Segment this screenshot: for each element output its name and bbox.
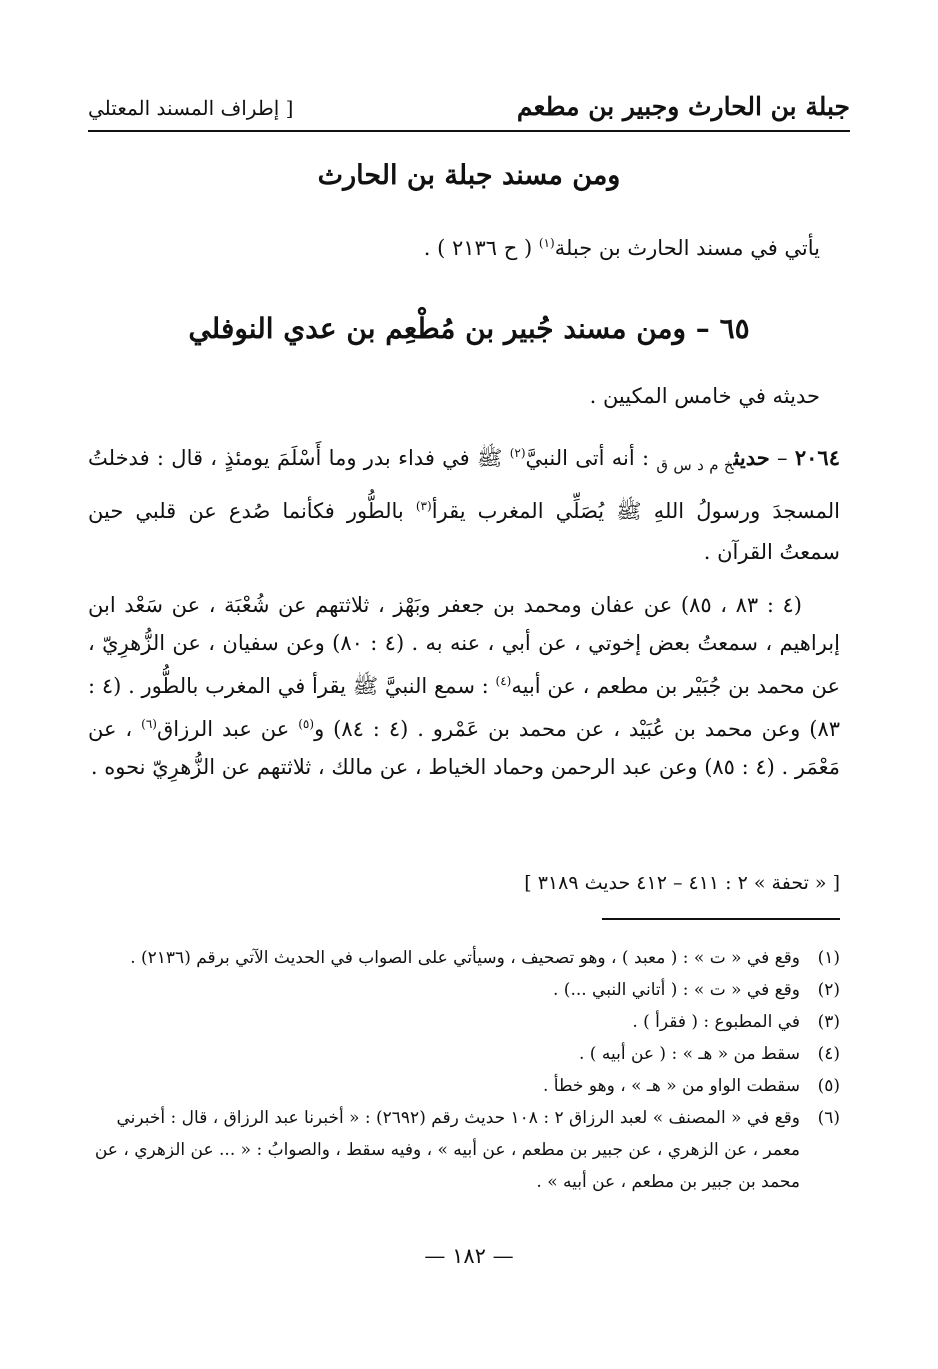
jabala-text: يأتي في مسند الحارث بن جبلة bbox=[554, 236, 820, 260]
running-header bbox=[88, 88, 850, 128]
footnote-number: (١) bbox=[817, 948, 840, 968]
footnote-number: (٤) bbox=[817, 1044, 840, 1064]
footnote-text: وقع في « المصنف » لعبد الرزاق ٢ : ١٠٨ حديث رقم (٢٦٩٢) : « أخبرنا عبد الرزاق ، قال : أخبرني معمر ، عن الزهري ، عن جبير بن مطعم ، عن أبيه » ، وفيه سقط ، والصوابُ : « ... عن الزهري ، عن محمد بن جبير بن مطعم ، عن أبيه » . bbox=[94, 1108, 800, 1192]
footnote-ref-6: (٦) bbox=[141, 717, 157, 731]
salla-glyph: ﷺ bbox=[352, 674, 379, 698]
salla-glyph: ﷺ bbox=[616, 499, 642, 524]
hadith-text: : أنه أتى النبيَّ bbox=[525, 446, 657, 470]
footnote-ref-4: (٤) bbox=[495, 674, 512, 688]
footnote-item bbox=[88, 1070, 840, 1102]
isnad-paragraph bbox=[88, 586, 840, 786]
isnad-text: : سمع النبيَّ bbox=[378, 674, 496, 698]
hadith-text: بالطُّور فكأنما صُدع عن قلبي حين سمعتُ القرآن . bbox=[88, 499, 840, 565]
header-rule bbox=[88, 130, 850, 132]
isnad-text: يقرأ في المغرب بالطُّور . (٤ : ٨٣) وعن محمد بن عُبَيْد ، عن محمد بن عَمْرو . (٤ : ٨٤) و bbox=[88, 674, 840, 741]
footnote-number: (٣) bbox=[817, 1012, 840, 1032]
hadith-text: في فداء بدر وما أَسْلَمَ يومئذٍ ، قال : فدخلتُ المسجدَ ورسولُ اللهِ bbox=[88, 446, 840, 524]
hadith-paragraph bbox=[88, 433, 840, 573]
section-title-jabala: ومن مسند جبلة بن الحارث bbox=[317, 160, 621, 191]
footnote-item bbox=[88, 1006, 840, 1038]
footnote-rule bbox=[602, 918, 840, 920]
hadith-keyword: حديث bbox=[733, 445, 770, 470]
header-book-title: [ إطراف المسند المعتلي bbox=[88, 96, 294, 120]
hadith-sigla: خ م د س ق bbox=[656, 456, 734, 475]
footnote-item bbox=[88, 1102, 840, 1198]
tuhfa-reference: [ « تحفة » ٢ : ٤١١ – ٤١٢ حديث ٣١٨٩ ] bbox=[524, 872, 840, 894]
isnad-text: (٤ : ٨٣ ، ٨٥) عن عفان ومحمد بن جعفر وبَهْز ، ثلاثتهم عن شُعْبَة ، عن سَعْد ابن إبراهيم ، سمعتُ بعض إخوتي ، عن أبي ، عنه به . (٤ : ٨٠) وعن سفيان ، عن الزُّهرِيّ ، عن محمد بن جُبَيْر بن مطعم ، عن أبيه bbox=[88, 593, 840, 698]
footnote-number: (٥) bbox=[817, 1076, 840, 1096]
footnote-number: (٢) bbox=[817, 980, 840, 1000]
hadith-dash: – bbox=[769, 446, 795, 470]
hadith-number: ٢٠٦٤ bbox=[794, 445, 840, 470]
footnote-text: سقط من « هـ » : ( عن أبيه ) . bbox=[579, 1044, 800, 1064]
footnote-item bbox=[88, 974, 840, 1006]
footnote-text: في المطبوع : ( فقرأ ) . bbox=[632, 1012, 800, 1032]
isnad-text: عن عبد الرزاق bbox=[156, 717, 299, 741]
page-number: — ١٨٢ — bbox=[424, 1244, 514, 1268]
section-title-jubair: ٦٥ – ومن مسند جُبير بن مُطْعِم بن عدي النوفلي bbox=[188, 312, 750, 345]
salla-glyph: ﷺ bbox=[469, 446, 510, 470]
footnote-ref-5: (٥) bbox=[298, 717, 315, 731]
footnote-text: وقع في « ت » : ( أتاني النبي ...) . bbox=[553, 980, 800, 1000]
hadith-text: يُصَلِّي المغرب يقرأ bbox=[431, 499, 617, 524]
footnote-number: (٦) bbox=[817, 1108, 840, 1128]
header-title: جبلة بن الحارث وجبير بن مطعم bbox=[516, 92, 850, 121]
footnote-item bbox=[88, 1038, 840, 1070]
footnote-ref-1: (١) bbox=[538, 236, 555, 250]
isnad-text: ، عن مَعْمَر . (٤ : ٨٥) وعن عبد الرحمن وحماد الخياط ، عن مالك ، ثلاثتهم عن الزُّهرِيّ نحوه . bbox=[88, 717, 840, 779]
footnote-text: سقطت الواو من « هـ » ، وهو خطأ . bbox=[542, 1076, 800, 1096]
footnote-item bbox=[88, 942, 840, 974]
footnote-text: وقع في « ت » : ( معبد ) ، وهو تصحيف ، وسيأتي على الصواب في الحديث الآتي برقم (٢١٣٦) . bbox=[130, 948, 800, 968]
footnote-ref-3: (٣) bbox=[415, 499, 432, 514]
footnote-ref-2: (٢) bbox=[509, 446, 526, 460]
jabala-text-ref: ( ح ٢١٣٦ ) . bbox=[423, 236, 539, 260]
section-jubair-intro: حديثه في خامس المكيين . bbox=[589, 384, 820, 408]
section-jabala-text bbox=[88, 225, 820, 267]
footnotes bbox=[88, 942, 840, 1198]
